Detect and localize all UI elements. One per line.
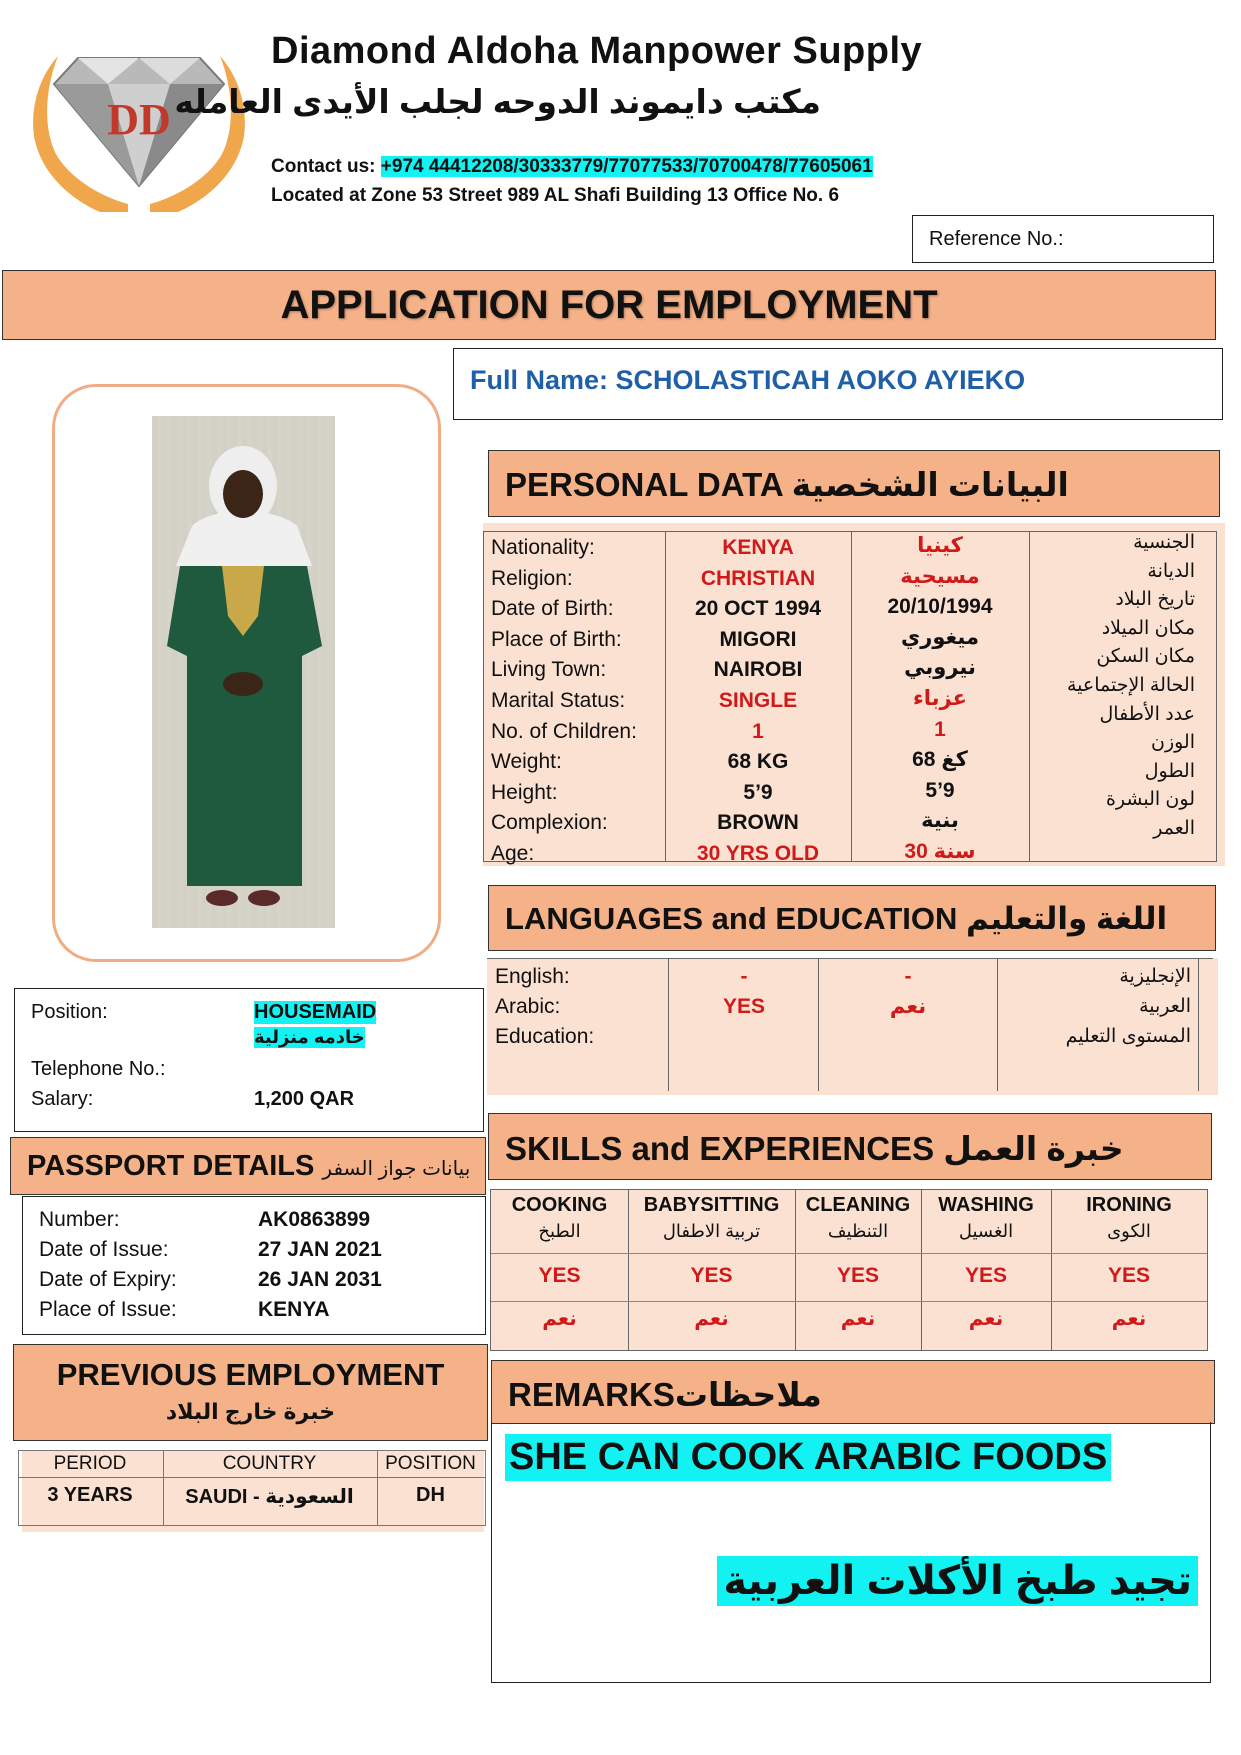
personal-data-table (483, 523, 1225, 866)
previous-employment-header (13, 1344, 488, 1441)
office-address: Located at Zone 53 Street 989 AL Shafi Building 13 Office No. 6 (271, 185, 840, 206)
personal-value: 30 YRS OLD (696, 841, 820, 865)
personal-label-ar: لون البشرة (1105, 789, 1195, 811)
personal-label-ar: الوزن (1150, 732, 1195, 754)
skill-value-ar: نعم (694, 1308, 729, 1330)
personal-label-ar: العمر (1153, 817, 1195, 839)
company-logo (28, 36, 250, 214)
skills-heading-en: SKILLS and EXPERIENCES (505, 1130, 935, 1167)
contact-label: Contact us: (271, 156, 376, 177)
passport-value: AK0863899 (258, 1208, 371, 1231)
skill-value-ar: نعم (968, 1308, 1004, 1330)
col-period: PERIOD (53, 1453, 127, 1474)
languages-values (669, 962, 819, 1052)
language-label-ar: الإنجليزية (1119, 966, 1191, 987)
remarks-box (491, 1422, 1211, 1683)
col-position: POSITION (385, 1453, 476, 1474)
personal-label-ar: الجنسية (1133, 532, 1195, 553)
skill-name-ar: الغسيل (958, 1221, 1014, 1241)
personal-label: Place of Birth: (491, 627, 622, 651)
remarks-header (491, 1360, 1215, 1424)
language-label-ar: العربية (1139, 996, 1191, 1017)
personal-label-ar: مكان الميلاد (1101, 617, 1195, 639)
personal-label: Living Town: (491, 658, 607, 682)
personal-label-ar: الديانة (1147, 560, 1195, 582)
company-name-ar: مكتب دايموند الدوحه لجلب الأيدى العامله (174, 83, 821, 120)
personal-label: Religion: (491, 566, 573, 590)
personal-label-ar: الحالة الإجتماعية (1067, 674, 1195, 696)
salary-label: Salary: (31, 1088, 94, 1110)
skills-heading-ar: خبرة العمل (943, 1130, 1124, 1167)
contact-line (271, 156, 873, 178)
company-name-en: Diamond Aldoha Manpower Supply (271, 30, 923, 72)
skill-value: YES (690, 1264, 733, 1287)
personal-value: 20 OCT 1994 (694, 597, 822, 621)
passport-header (10, 1137, 486, 1195)
skill-name-ar: التنظيف (827, 1221, 889, 1241)
personal-label: Marital Status: (491, 688, 626, 712)
personal-value-ar: 1 (934, 717, 946, 741)
language-label-ar: المستوى التعليم (1065, 1026, 1191, 1047)
remarks-heading-ar: ملاحظات (674, 1376, 822, 1413)
previous-employment-heading-ar: خبرة خارج البلاد (165, 1399, 336, 1424)
personal-value-ar: 68 كغ (912, 748, 968, 772)
personal-label: Date of Birth: (491, 597, 614, 621)
position-value: HOUSEMAID (254, 1001, 377, 1023)
passport-value: 26 JAN 2031 (258, 1268, 382, 1291)
skill-name: WASHING (938, 1194, 1034, 1216)
personal-value: KENYA (722, 536, 794, 559)
personal-value: 1 (752, 719, 764, 743)
skill-value-ar: نعم (542, 1308, 577, 1330)
personal-data-values-ar (851, 531, 1029, 868)
skill-value-ar: نعم (1111, 1308, 1147, 1330)
languages-header (488, 885, 1216, 951)
personal-label-ar: تاريخ البلاد (1115, 589, 1195, 611)
skill-value: YES (1107, 1264, 1151, 1287)
remarks-text-ar: تجيد طبخ الأكلات العربية (717, 1556, 1198, 1606)
personal-value-ar: 30 سنة (904, 839, 976, 863)
languages-labels-ar (999, 962, 1191, 1052)
skills-table (490, 1189, 1208, 1351)
language-value: YES (722, 995, 766, 1018)
row-period: 3 YEARS (47, 1484, 133, 1506)
language-label: Education: (495, 1025, 595, 1048)
skills-header (488, 1113, 1212, 1180)
personal-label-ar: الطول (1144, 760, 1195, 782)
personal-value: BROWN (717, 811, 799, 835)
personal-label-ar: مكان السكن (1096, 646, 1195, 668)
passport-label: Date of Issue: (39, 1238, 169, 1261)
personal-label: Age: (491, 841, 535, 865)
languages-heading-ar: اللغة والتعليم (966, 901, 1168, 936)
passport-value: 27 JAN 2021 (258, 1238, 382, 1261)
svg-text:DD: DD (107, 95, 171, 144)
passport-heading-ar: بيانات جواز السفر (322, 1158, 471, 1180)
page-title: APPLICATION FOR EMPLOYMENT (280, 283, 938, 327)
remarks-heading-en: REMARKS (508, 1376, 675, 1413)
salary-value: 1,200 QAR (254, 1088, 355, 1110)
previous-employment-table (22, 1450, 484, 1532)
passport-label: Place of Issue: (39, 1298, 177, 1321)
position-box (14, 988, 484, 1132)
language-label: English: (495, 965, 570, 988)
personal-value: CHRISTIAN (700, 566, 816, 590)
personal-value: MIGORI (719, 627, 797, 651)
personal-label-ar: عدد الأطفال (1099, 703, 1195, 725)
full-name-label: Full Name: (470, 365, 609, 395)
skill-value: YES (538, 1264, 581, 1287)
skill-value: YES (836, 1264, 880, 1287)
personal-label: Weight: (491, 750, 562, 774)
personal-data-heading-en: PERSONAL DATA (505, 466, 783, 503)
skill-name: CLEANING (805, 1194, 911, 1216)
passport-heading (27, 1150, 470, 1183)
languages-heading (505, 901, 1167, 937)
personal-data-heading-ar: البيانات الشخصية (791, 466, 1069, 503)
full-name-value: SCHOLASTICAH AOKO AYIEKO (615, 365, 1026, 395)
languages-heading-en: LANGUAGES and EDUCATION (505, 901, 958, 936)
skill-name-ar: الكوى (1107, 1221, 1151, 1241)
title-bar (2, 270, 1216, 340)
personal-value-ar: بنية (921, 809, 959, 833)
personal-value-ar: 20/10/1994 (887, 595, 993, 619)
personal-data-labels-ar (1031, 529, 1195, 844)
languages-labels (495, 962, 594, 1052)
contact-numbers[interactable]: +974 44412208/30333779/77077533/70700478/77605061 (380, 156, 873, 177)
passport-value: KENYA (258, 1298, 330, 1321)
skill-value-ar: نعم (840, 1308, 876, 1330)
photo-frame (52, 384, 441, 962)
passport-label: Number: (39, 1208, 120, 1231)
personal-label: Nationality: (491, 536, 595, 559)
personal-data-heading (505, 465, 1069, 504)
personal-value-ar: كينيا (917, 534, 963, 557)
passport-label: Date of Expiry: (39, 1268, 177, 1291)
skill-name-ar: الطبخ (538, 1221, 581, 1241)
skill-name-ar: تربية الاطفال (662, 1221, 761, 1241)
reference-box[interactable] (912, 215, 1214, 263)
languages-values-ar (819, 962, 997, 1052)
applicant-photo (152, 416, 335, 928)
previous-employment-heading-en: PREVIOUS EMPLOYMENT (56, 1357, 445, 1392)
skill-name: COOKING (511, 1194, 608, 1216)
personal-value: NAIROBI (713, 658, 803, 682)
position-value-ar: خادمه منزلية (254, 1027, 365, 1047)
language-label: Arabic: (495, 995, 561, 1018)
skill-value: YES (964, 1264, 1008, 1287)
personal-value-ar: نيروبي (904, 656, 976, 680)
personal-value: 68 KG (727, 750, 789, 774)
remarks-heading (508, 1375, 822, 1414)
personal-data-header (488, 450, 1220, 517)
language-value (669, 1022, 819, 1052)
language-value-ar: نعم (889, 995, 927, 1018)
telephone-label: Telephone No.: (31, 1058, 166, 1080)
full-name-box (453, 348, 1223, 420)
skills-heading (505, 1129, 1124, 1168)
languages-table (487, 958, 1218, 1095)
personal-value: SINGLE (718, 688, 798, 712)
personal-value-ar: عزباء (913, 686, 967, 710)
reference-label: Reference No.: (929, 228, 1064, 250)
language-value-ar: - (904, 965, 912, 988)
language-value-ar (819, 1022, 997, 1052)
diamond-hands-logo-icon (28, 36, 250, 214)
personal-label: No. of Children: (491, 719, 637, 743)
row-position: DH (416, 1484, 445, 1506)
personal-value-ar: 5’9 (925, 778, 955, 802)
personal-label: Height: (491, 780, 558, 804)
personal-label: Complexion: (491, 811, 608, 835)
remarks-text-en: SHE CAN COOK ARABIC FOODS (505, 1434, 1111, 1481)
language-value: - (740, 965, 748, 988)
personal-data-values (665, 533, 851, 870)
col-country: COUNTRY (222, 1453, 317, 1474)
personal-value-ar: ميغوري (901, 625, 979, 649)
personal-value-ar: مسيحية (900, 564, 980, 588)
passport-heading-en: PASSPORT DETAILS (27, 1150, 315, 1182)
row-country: SAUDI - السعودية (185, 1486, 354, 1508)
passport-box (22, 1196, 486, 1335)
skill-name: IRONING (1086, 1194, 1172, 1216)
full-name (470, 365, 1025, 396)
skill-name: BABYSITTING (643, 1194, 780, 1216)
personal-data-labels (491, 533, 663, 870)
personal-value: 5’9 (743, 780, 773, 804)
position-label: Position: (31, 1001, 108, 1023)
